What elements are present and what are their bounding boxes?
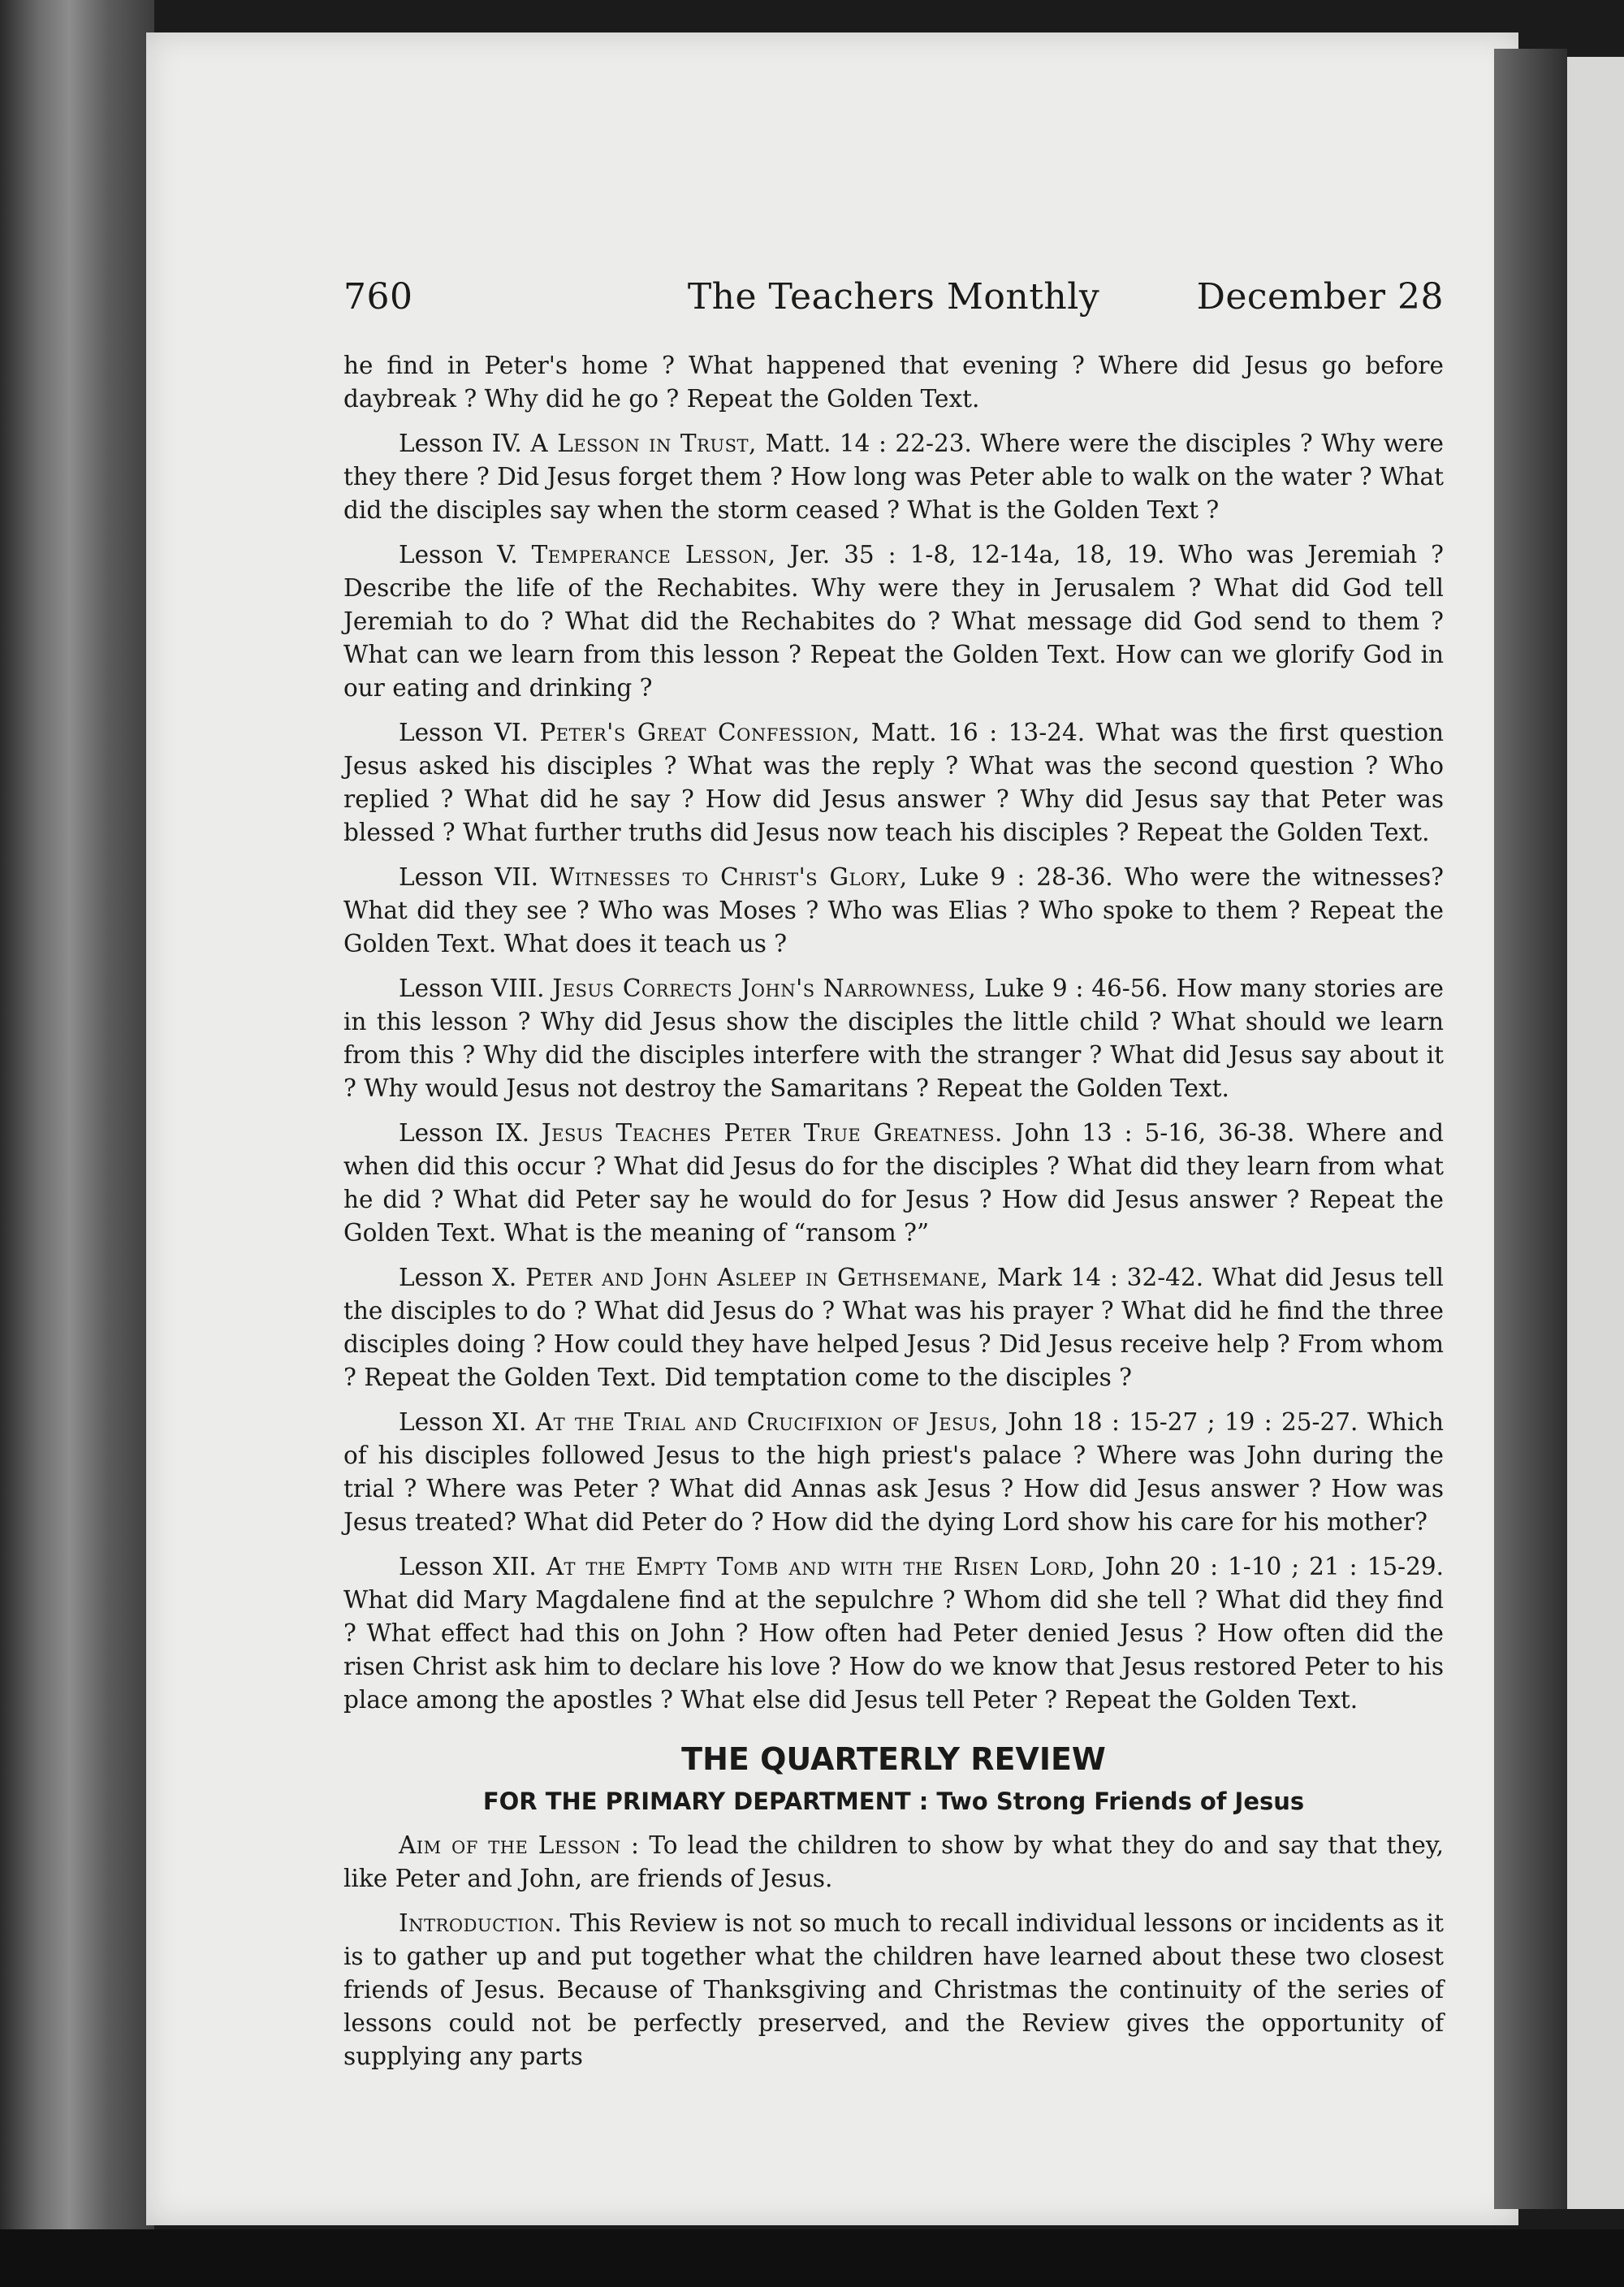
lesson-title: Temperance Lesson,: [531, 541, 776, 569]
lesson-questions: Luke 9 : 46-56. How many stories are in this lesson ? Why did Jesus show the disciples the little child ? What should we learn from this ? Why did the disciples interfere with the stranger ? What did Jesus say about it ? Why would Jesus not destroy the Samaritans ? Repeat the Golden Text.: [343, 975, 1444, 1102]
lesson-questions: John 18 : 15-27 ; 19 : 25-27. Which of his disciples followed Jesus to the high priest's palace ? Where was John during the trial ? Where was Peter ? What did Annas ask Jesus ? How did Jesus answer ? How was Jesus treated? What did Peter do ? How did the dying Lord show his care for his mother?: [343, 1408, 1445, 1536]
introduction-label: Introduction.: [399, 1909, 563, 1937]
lesson-paragraph: [343, 427, 1444, 527]
introduction-text: This Review is not so much to recall individual lessons or incidents as it is to gather up and put together what the children have learned about these two closest friends of Jesus. Because of Thanksgiving and Christmas the continuity of the series of lessons could not be perfectly preserved, and the Review gives the opportunity of supplying any parts: [343, 1909, 1444, 2070]
lesson-number: Lesson IX.: [399, 1119, 529, 1147]
lesson-title: Peter and John Asleep in Gethsemane,: [525, 1264, 989, 1291]
lesson-paragraph: [343, 1117, 1444, 1250]
lesson-questions: Luke 9 : 28-36. Who were the witnesses? What did they see ? Who was Moses ? Who was Elias ? Who spoke to them ? Repeat the Golden Text. What does it teach us ?: [343, 863, 1444, 958]
lesson-number: Lesson IV.: [399, 430, 522, 457]
review-subheading: FOR THE PRIMARY DEPARTMENT : Two Strong Friends of Jesus: [482, 1788, 1305, 1815]
lesson-questions: Matt. 14 : 22-23. Where were the disciples ? Why were they there ? Did Jesus forget them ? How long was Peter able to walk on the water ? What did the disciples say when the storm ceased ? What is the Golden Text ?: [343, 430, 1445, 524]
lesson-number: Lesson V.: [399, 541, 518, 569]
lesson-questions: John 20 : 1-10 ; 21 : 15-29. What did Mary Magdalene find at the sepulchre ? Whom did she tell ? What did they find ? What effect had this on John ? How often had Peter denied Jesus ? How often did the risen Christ ask him to declare his love ? How do we know that Jesus restored Peter to his place among the apostles ? What else did Jesus tell Peter ? Repeat the Golden Text.: [343, 1553, 1444, 1714]
scan-border: [0, 2229, 1624, 2287]
aim-text: To lead the children to show by what they do and say that they, like Peter and John, are friends of Jesus.: [343, 1831, 1444, 1892]
primary-department-section: [343, 1829, 1444, 2073]
lesson-title: At the Trial and Crucifixion of Jesus,: [535, 1408, 999, 1436]
lesson-title: Jesus Corrects John's Narrowness,: [552, 975, 977, 1002]
lesson-number: Lesson VII.: [399, 863, 539, 891]
issue-date: December 28: [1196, 276, 1444, 318]
lesson-title: Peter's Great Confession,: [539, 719, 861, 746]
lesson-paragraph: [343, 861, 1444, 961]
adjacent-page-edge: [1567, 57, 1624, 2209]
lesson-paragraph: [343, 1406, 1444, 1539]
lesson-number: Lesson VI.: [399, 719, 529, 746]
lesson-number: Lesson XII.: [399, 1553, 537, 1580]
page-body: [343, 349, 1444, 2085]
lesson-questions: John 13 : 5-16, 36-38. Where and when did this occur ? What did Jesus do for the disciples ? What did they learn from what he did ? What did Peter say he would do for Jesus ? How did Jesus answer ? Repeat the Golden Text. What is the meaning of “ransom ?”: [343, 1119, 1444, 1247]
aim-paragraph: [343, 1829, 1444, 1896]
book-page-edges: [0, 0, 154, 2287]
lesson-number: Lesson XI.: [399, 1408, 527, 1436]
lesson-paragraph: [343, 1261, 1444, 1394]
page-number: 760: [343, 276, 413, 318]
aim-label: Aim of the Lesson :: [399, 1831, 640, 1859]
binding-shadow: [1494, 49, 1567, 2209]
running-header: [343, 276, 1444, 325]
lesson-title: Witnesses to Christ's Glory,: [550, 863, 908, 891]
lesson-paragraph: [343, 1550, 1444, 1717]
lesson-number: Lesson VIII.: [399, 975, 545, 1002]
lesson-number: Lesson X.: [399, 1264, 517, 1291]
continued-paragraph: he find in Peter's home ? What happened that evening ? Where did Jesus go before daybreak ? Why did he go ? Repeat the Golden Text.: [343, 352, 1444, 413]
lesson-paragraph: [343, 538, 1444, 705]
lesson-title: A Lesson in Trust,: [530, 430, 757, 457]
introduction-paragraph: [343, 1907, 1444, 2073]
review-heading: THE QUARTERLY REVIEW: [681, 1741, 1106, 1777]
publication-title: The Teachers Monthly: [687, 276, 1100, 318]
lesson-questions: Jer. 35 : 1-8, 12-14a, 18, 19. Who was Jeremiah ? Describe the life of the Rechabites. Why were they in Jerusalem ? What did God tell Jeremiah to do ? What did the Rechabites do ? What message did God send to them ? What can we learn from this lesson ? Repeat the Golden Text. How can we glorify God in our eating and drinking ?: [343, 541, 1444, 702]
lesson-title: Jesus Teaches Peter True Greatness.: [541, 1119, 1003, 1147]
lesson-questions: Mark 14 : 32-42. What did Jesus tell the disciples to do ? What did Jesus do ? What was his prayer ? What did he find the three disciples doing ? How could they have helped Jesus ? Did Jesus receive help ? From whom ? Repeat the Golden Text. Did temptation come to the disciples ?: [343, 1264, 1444, 1391]
lesson-questions: Matt. 16 : 13-24. What was the first question Jesus asked his disciples ? What was the reply ? What was the second question ? Who replied ? What did he say ? How did Jesus answer ? Why did Jesus say that Peter was blessed ? What further truths did Jesus now teach his disciples ? Repeat the Golden Text.: [343, 719, 1444, 846]
lesson-title: At the Empty Tomb and with the Risen Lord,: [546, 1553, 1096, 1580]
lesson-paragraph: [343, 716, 1444, 850]
lesson-paragraph: [343, 972, 1444, 1105]
